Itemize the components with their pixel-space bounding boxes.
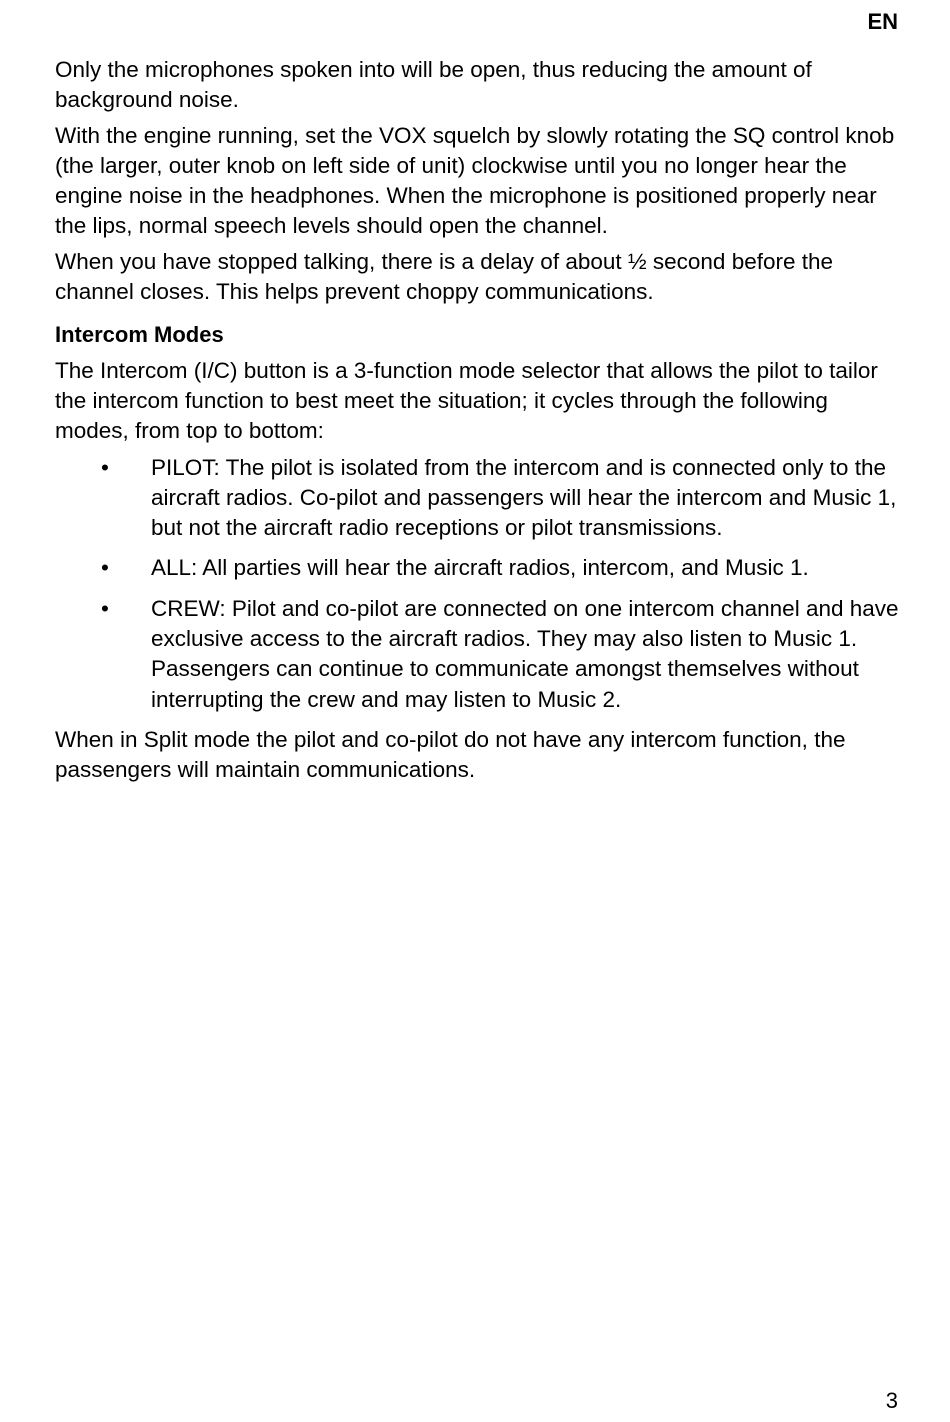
page-number: 3 (885, 1388, 898, 1413)
list-item-text: PILOT: The pilot is isolated from the intercom and is connected only to the aircraft radios. Co-pilot and passengers will hear the intercom and Music 1, but not the aircraft radio receptions or pilot transmissions. (151, 454, 897, 541)
paragraph-split-mode: When in Split mode the pilot and co-pilot do not have any intercom function, the passengers will maintain communications. (55, 726, 846, 783)
language-tag: EN (867, 9, 898, 34)
list-item-all-mode (55, 553, 900, 583)
bullet-icon: • (101, 454, 109, 480)
paragraph-channel-delay: When you have stopped talking, there is a delay of about ½ second before the channel closes. This helps prevent choppy communications. (55, 248, 834, 305)
list-item-text: CREW: Pilot and co-pilot are connected on one intercom channel and have exclusive access to the aircraft radios. They may also listen to Music 1. Passengers can continue to communicate amongst themselves without interrupting the crew and may listen to Music 2. (151, 595, 899, 712)
paragraph-microphones: Only the microphones spoken into will be open, thus reducing the amount of background noise. (55, 57, 812, 113)
bullet-icon: • (101, 555, 109, 581)
section-heading-intercom-modes: Intercom Modes (55, 322, 224, 348)
intercom-modes-list (55, 453, 900, 715)
list-item-pilot-mode (55, 453, 900, 544)
paragraph-vox-squelch: With the engine running, set the VOX squelch by slowly rotating the SQ control knob (the larger, outer knob on left side of unit) clockwise until you no longer hear the engine noise in the headphones. When the microphone is positioned properly near the lips, normal speech levels should open the channel. (55, 122, 895, 239)
page-content (55, 55, 900, 791)
bullet-icon: • (101, 595, 109, 621)
list-item-crew-mode (55, 594, 900, 715)
paragraph-intercom-button: The Intercom (I/C) button is a 3-function mode selector that allows the pilot to tailor the intercom function to best meet the situation; it cycles through the following modes, from top to bottom: (55, 357, 878, 444)
list-item-text: ALL: All parties will hear the aircraft radios, intercom, and Music 1. (151, 555, 809, 581)
